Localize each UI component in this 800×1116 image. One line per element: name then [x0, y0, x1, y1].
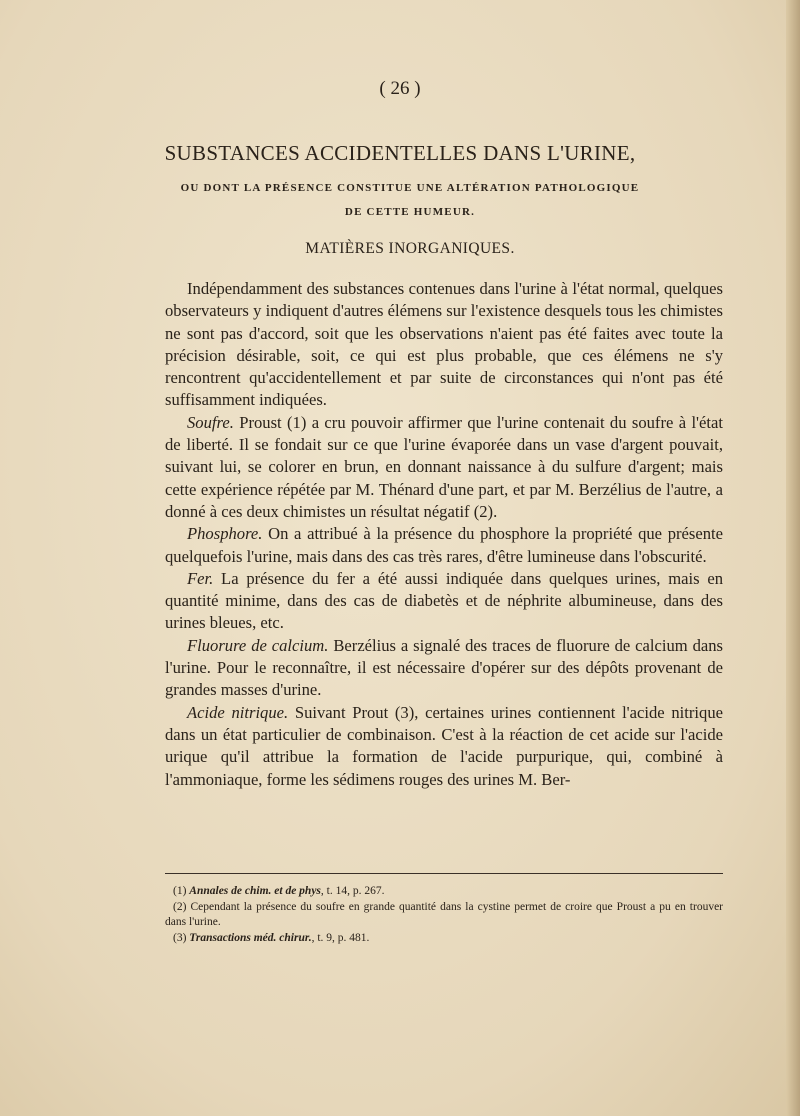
page-number: ( 26 ) — [379, 78, 421, 99]
paragraph-text: La présence du fer a été aussi indiquée dans quelques urines, mais en quantité minime, dans des cas de diabetès et de néphrite albumineuse, dans des urines bleues, etc. — [165, 568, 723, 633]
paragraph-lead: Fer. — [187, 568, 214, 588]
footnote-text: , t. 14, p. 267. — [320, 885, 385, 897]
footnote-mark: (3) — [173, 931, 187, 944]
paragraph-phosphore — [165, 523, 723, 568]
paragraph-lead: Phosphore. — [187, 524, 263, 544]
footnote-text: , t. 9, p. 481. — [311, 931, 370, 944]
paragraph-intro — [165, 278, 723, 412]
page-edge-shadow — [786, 0, 800, 1116]
paragraph-lead: Soufre. — [187, 412, 234, 432]
footnote-reference: Transactions méd. chirur. — [189, 931, 312, 944]
paragraph-lead: Acide nitrique. — [187, 702, 289, 722]
body-text — [165, 278, 723, 791]
section-heading: MATIÈRES INORGANIQUES. — [305, 240, 515, 257]
footnote-divider — [165, 873, 723, 874]
paragraph-soufre — [165, 412, 723, 523]
paragraph-fluorure — [165, 635, 723, 702]
paragraph-acide-nitrique — [165, 702, 723, 791]
paragraph-text: On a attribué à la présence du phosphore la propriété que présente quelquefois l'urine, mais dans des cas très rares, d'être lumineuse dans l'obscurité. — [165, 524, 723, 566]
paragraph-text: Proust (1) a cru pouvoir affirmer que l'urine contenait du soufre à l'état de liberté. Il se fondait sur ce que l'urine évaporée dans un vase d'argent pouvait, suivant lui, se colorer en brun, en donnant naissance à du sulfure d'argent; mais cette expérience répétée par M. Thénard d'une part, et par M. Berzélius de l'autre, a donné à ces deux chimistes un résultat négatif (2). — [165, 412, 723, 521]
footnote-3 — [165, 931, 723, 947]
paragraph-fer — [165, 568, 723, 635]
footnote-1 — [165, 884, 723, 900]
paragraph-lead: Fluorure de calcium. — [187, 635, 329, 655]
footnote-2 — [165, 900, 723, 931]
paragraph-text: Berzélius a signalé des traces de fluorure de calcium dans l'urine. Pour le reconnaître, il est nécessaire d'opérer sur des dépôts provenant de grandes masses d'urine. — [165, 635, 724, 700]
paragraph-text: Suivant Prout (3), certaines urines contiennent l'acide nitrique dans un état particulier de combinaison. C'est à la réaction de cet acide sur l'acide urique qu'il attribue la formation de l'acide purpurique, qui, combiné à l'ammoniaque, forme les sédimens rouges des urines M. Ber- — [165, 702, 723, 789]
subtitle-line-2: DE CETTE HUMEUR. — [344, 206, 476, 218]
footnote-mark: (1) — [173, 885, 187, 897]
footnote-reference: Annales de chim. et de phys — [189, 885, 321, 897]
footnotes — [165, 884, 723, 946]
subtitle-line-1: OU DONT LA PRÉSENCE CONSTITUE UNE ALTÉRATION PATHOLOGIQUE — [180, 182, 640, 194]
footnote-mark: (2) — [173, 900, 187, 913]
paragraph-text: Indépendamment des substances contenues dans l'urine à l'état normal, quelques observateurs y indiquent d'autres élémens sur l'existence desquels tous les chimistes ne sont pas d'accord, soit que les observations n'aient pas été faites avec toute la précision désirable, soit, ce qui est plus probable, que ces élémens ne s'y rencontrent qu'accidentellement et par suite de circonstances qui n'ont pas été suffisamment indiquées. — [165, 279, 723, 410]
page-title: SUBSTANCES ACCIDENTELLES DANS L'URINE, — [164, 141, 636, 165]
footnote-text: Cependant la présence du soufre en grande quantité dans la cystine permet de croire que Proust a pu en trouver dans l'urine. — [165, 900, 723, 928]
